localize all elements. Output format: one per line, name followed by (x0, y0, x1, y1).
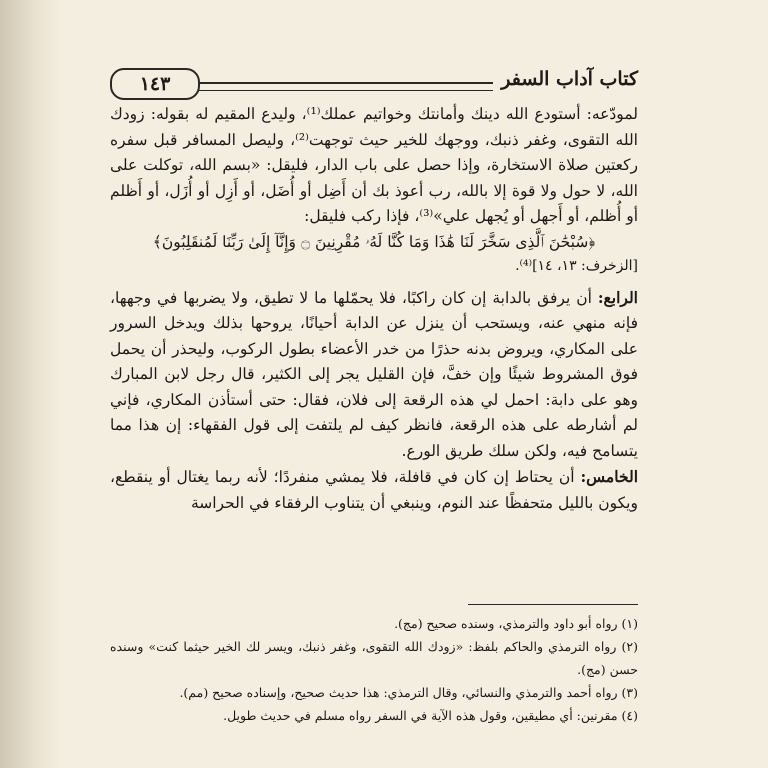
paragraph-1: لمودّعه: أستودع الله دينك وأمانتك وخواتيم عملك⁽¹⁾، وليدع المقيم له بقوله: زودك الله التقوى، وغفر ذنبك، ووجهك للخير حيث توجهت⁽²⁾، وليصل المسافر قبل سفره ركعتين صلاة الاستخارة، وإذا حصل على باب الدار، فليقل: «بسم الله، توكلت على الله، لا حول ولا قوة إلا بالله، رب أعوذ بك أن أَضِل أو أُضَل، أو أَزِل أو أُزَل، أو أَظلم أو أُظلم، أو أَجهل أو يُجهل علي»⁽³⁾، فإذا ركب فليقل: (110, 105, 639, 225)
section-label-fourth: الرابع: (597, 287, 638, 307)
chapter-title: كتاب آداب السفر (501, 68, 638, 90)
paragraph-2 (110, 285, 638, 465)
page-number: ١٤٣ (110, 68, 200, 100)
footnote-4: (٤) مقرنين: أي مطيقين، وقول هذه الآية في السفر رواه مسلم في حديث طويل. (223, 708, 638, 723)
footnote-2: (٢) رواه الترمذي والحاكم بلفظ: «زودك الله التقوى، وغفر ذنبك، ويسر لك الخير حيثما كنت» وسنده حسن (مج). (110, 639, 638, 677)
paragraph-3 (110, 464, 638, 516)
paragraph-3-text: أن يحتاط إن كان في قافلة، فلا يمشي منفردًا؛ لأنه ربما يغتال أو ينقطع، ويكون بالليل متحفظًا عند النوم، وينبغي أن يتناوب الرفقاء في الحراسة (110, 468, 638, 512)
paragraph-2-text: أن يرفق بالدابة إن كان راكبًا، فلا يحمّلها ما لا تطيق، ولا يضربها في وجهها، فإنه منهي عنه، ويستحب أن ينزل عن الدابة أحيانًا، يروحها بذلك ويدخل السرور على المكاري، ويروض بدنه حذرًا من خدر الأعضاء بطول الركوب، وليحذر أن يحمل فوق المشروط شيئًا وإن خفَّ، فإن القليل يجر إلى الكثير، قال رجل لابن المبارك وهو على دابة: احمل لي هذه الرقعة إلى فلان، فقال: حتى أستأذن المكاري، فإني لم أشارطه على هذه الرقعة، فانظر كيف لم يلتفت إلى قول الفقهاء: إن هذا مما يتسامح فيه، ولكن سلك طريق الورع. (110, 288, 638, 460)
footnote-1: (١) رواه أبو داود والترمذي، وسنده صحيح (مج). (394, 616, 638, 631)
page-binding-shadow (0, 0, 60, 768)
section-label-fifth: الخامس: (580, 467, 638, 486)
main-text (110, 102, 638, 516)
page-header (110, 68, 638, 100)
quran-verse: ﴿سُبْحَٰنَ ٱلَّذِى سَخَّرَ لَنَا هَٰذَا وَمَا كُنَّا لَهُۥ مُقْرِنِينَ ۝ وَإِنَّآ إِلَىٰ رَبِّنَا لَمُنقَلِبُونَ﴾ (152, 232, 596, 251)
header-rule (198, 82, 493, 91)
footnotes (110, 612, 638, 727)
footnote-3: (٣) رواه أحمد والترمذي والنسائي، وقال الترمذي: هذا حديث صحيح، وإسناده صحيح (مم). (179, 685, 638, 700)
verse-reference: [الزخرف: ١٣، ١٤]⁽⁴⁾. (515, 257, 638, 274)
footnote-rule (468, 604, 638, 605)
